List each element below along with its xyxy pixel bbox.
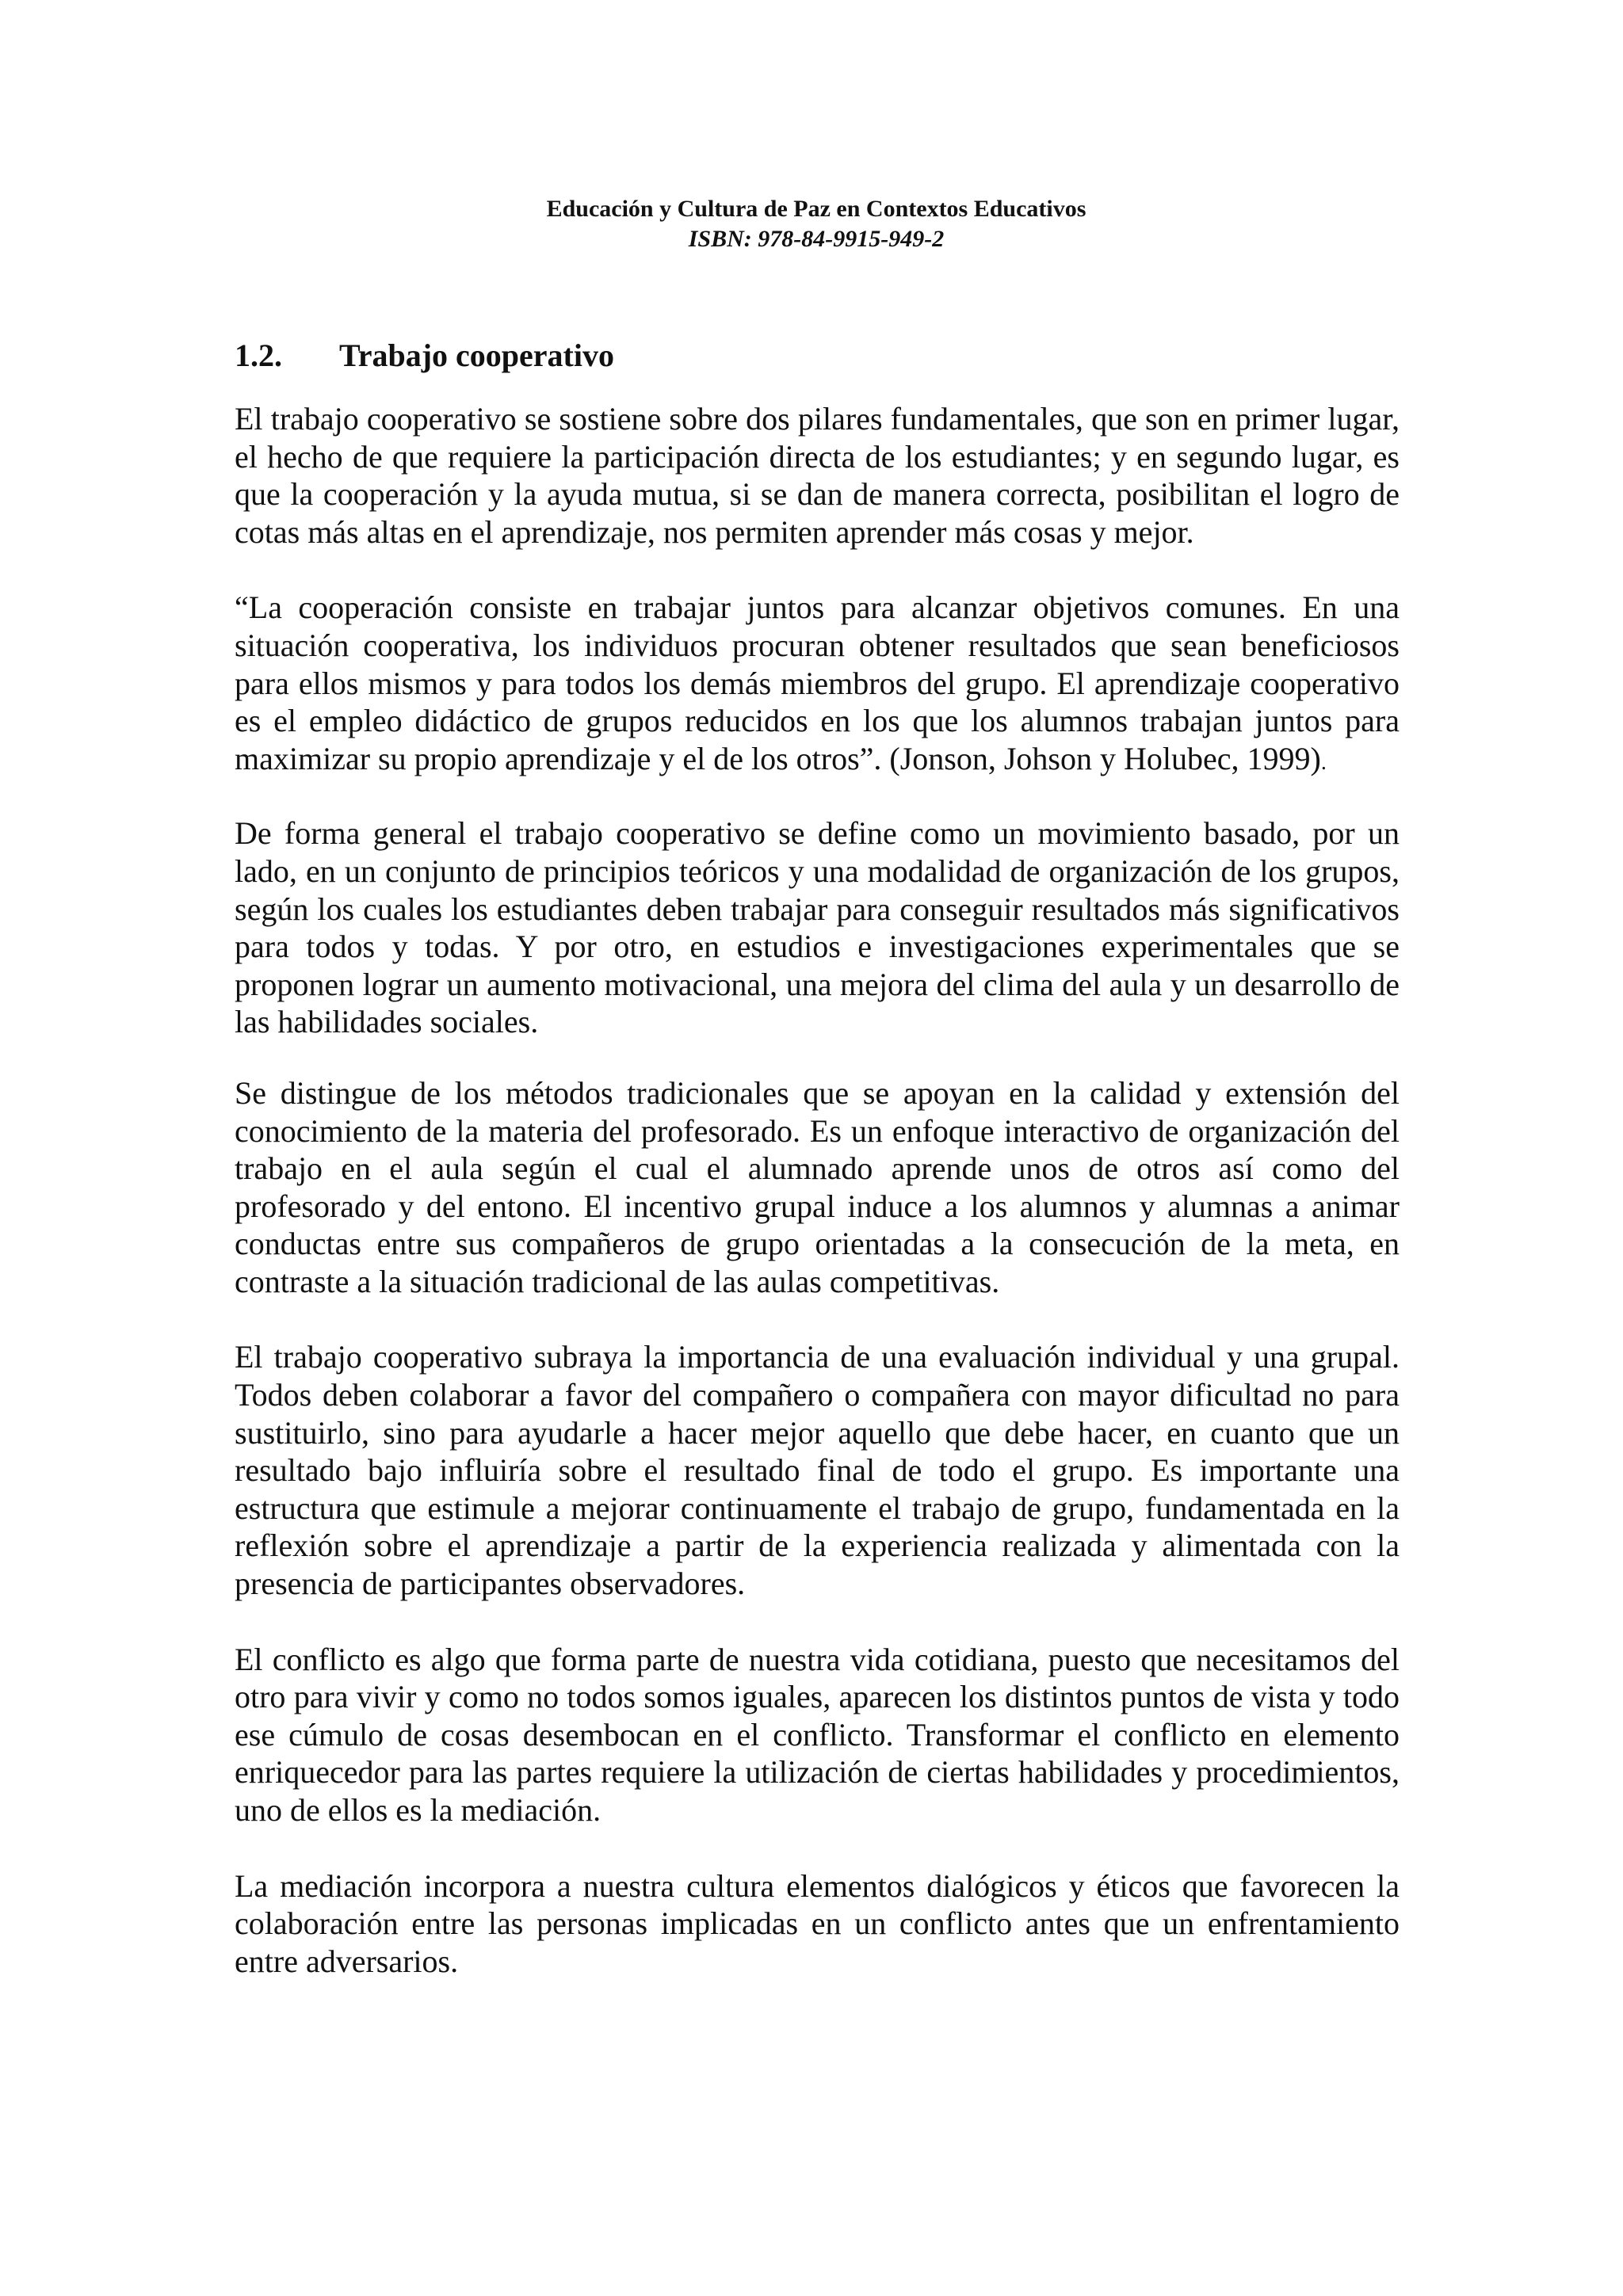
page-header [0,194,1623,254]
paragraph: Se distingue de los métodos tradicionales que se apoyan en la calidad y extensión del conocimiento de la materia del profesorado. Es un enfoque interactivo de organización del trabajo en el aula según el cual el alumnado aprende unos de otros así como del profesorado y del entono. El incentivo grupal induce a los alumnos y alumnas a animar conductas entre sus compañeros de grupo orientadas a la consecución de la meta, en contraste a la situación tradicional de las aulas competitivas. [235,1074,1400,1299]
paragraph: La mediación incorpora a nuestra cultura elementos dialógicos y éticos que favorecen la colaboración entre las personas implicadas en un conflicto antes que un enfrentamiento entre adversarios. [235,1867,1400,1979]
paragraph: De forma general el trabajo cooperativo se define como un movimiento basado, por un lado, en un conjunto de principios teóricos y una modalidad de organización de los grupos, según los cuales los estudiantes deben trabajar para conseguir resultados más significativos para todos y todas. Y por otro, en estudios e investigaciones experimentales que se proponen lograr un aumento motivacional, una mejora del clima del aula y un desarrollo de las habilidades sociales. [235,815,1400,1040]
quote-paragraph [235,589,1400,781]
paragraph: El trabajo cooperativo subraya la importancia de una evaluación individual y una grupal. Todos deben colaborar a favor del compañero o compañera con mayor dificultad no para sustituirlo, sino para ayudarle a hacer mejor aquello que debe hacer, en cuanto que un resultado bajo influiría sobre el resultado final de todo el grupo. Es importante una estructura que estimule a mejorar continuamente el trabajo de grupo, fundamentada en la reflexión sobre el aprendizaje a partir de la experiencia realizada y alimentada con la presencia de participantes observadores. [235,1339,1400,1602]
body-text [235,400,1400,1980]
book-title: Educación y Cultura de Paz en Contextos Educativos [546,196,1086,222]
quote-text: “La cooperación consiste en trabajar juntos para alcanzar objetivos comunes. En una situación cooperativa, los individuos procuran obtener resultados que sean beneficiosos para ellos mismos y para todos los demás miembros del grupo. El aprendizaje cooperativo es el empleo didáctico de grupos reducidos en los que los alumnos trabajan juntos para maximizar su propio aprendizaje y el de los otros”. (Jonson, Johson y Holubec, 1999) [235,589,1400,776]
section-title: Trabajo cooperativo [339,338,614,373]
isbn-line: ISBN: 978-84-9915-949-2 [688,226,945,252]
paragraph: El conflicto es algo que forma parte de nuestra vida cotidiana, puesto que necesitamos del otro para vivir y como no todos somos iguales, aparecen los distintos puntos de vista y todo ese cúmulo de cosas desembocan en el conflicto. Transformar el conflicto en elemento enriquecedor para las partes requiere la utilización de ciertas habilidades y procedimientos, uno de ellos es la mediación. [235,1641,1400,1828]
paragraph: El trabajo cooperativo se sostiene sobre dos pilares fundamentales, que son en primer lugar, el hecho de que requiere la participación directa de los estudiantes; y en segundo lugar, es que la cooperación y la ayuda mutua, si se dan de manera correcta, posibilitan el logro de cotas más altas en el aprendizaje, nos permiten aprender más cosas y mejor. [235,401,1400,550]
section-number: 1.2. [235,338,282,373]
citation-period: . [1320,749,1327,775]
section-heading [235,336,614,376]
